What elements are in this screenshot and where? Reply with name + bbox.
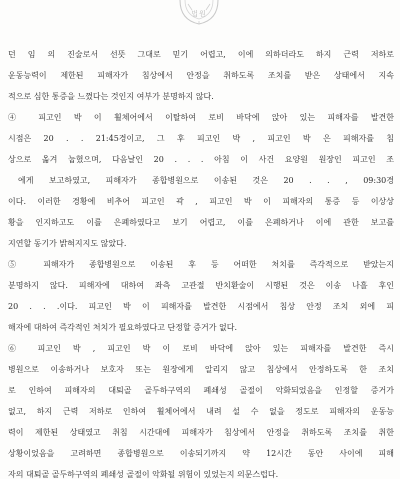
text-line: 시점은 20 . . 21:45경이고, 그 후 피고인 박 , 피고인 박 은 피해자를 침 xyxy=(8,134,394,143)
text-line: 상황이었음을 고려하면 종합병원으로 이송되기까지 약 12시간 동안 사이에 피해 xyxy=(8,449,394,458)
court-seal-watermark xyxy=(176,0,222,26)
text-line: 상으로 옮겨 눕혔으며, 다음날인 20 . . . 아침 이 사건 요양원 원장인 피고인 조 xyxy=(8,155,394,164)
text-line: 병원으로 이송하거나 보호자 또는 원장에게 알리지 않고 침상에서 안정하도록 한 조치 xyxy=(8,365,394,374)
text-line: 적으로 심한 통증을 느꼈다는 것인지 여부가 분명하지 않다. xyxy=(8,92,214,101)
text-line: 해자에 대하여 즉각적인 처치가 필요하였다고 단정할 증거가 없다. xyxy=(8,323,237,332)
text-line: 없고, 하지 근력 저하로 인하여 휠체어에서 내려 설 수 없을 정도로 피해자의 운동능 xyxy=(8,407,394,416)
text-line: 에게 보고하였고, 피해자가 종합병원으로 이송된 것은 20 . . , 09:30경 xyxy=(18,176,394,185)
text-line: 황을 인지하고도 이를 은폐하였다고 보기 어렵고, 이를 은폐하거나 이에 관한 보고를 xyxy=(8,218,394,227)
text-line: ⑥ 피고인 박 , 피고인 박 이 로비 바닥에 앉아 있는 피해자를 발견한 즉시 xyxy=(8,344,394,353)
text-line: 20 . . .이다. 피고인 박 이 피해자를 발견한 시점에서 침상 안정 조치 외에 피 xyxy=(8,302,394,311)
text-line: ④ 피고인 박 이 휠체어에서 이탈하여 로비 바닥에 앉아 있는 피해자를 발견한 xyxy=(8,113,394,122)
text-line: 운동능력이 제한된 피해자가 침상에서 안정을 취하도록 조치를 받은 상태에서 지속 xyxy=(8,71,394,80)
text-line: 지연할 동기가 밝혀지지도 않았다. xyxy=(8,239,127,248)
text-line: 던 임 의 진술로서 선뜻 그대로 믿기 어렵고, 이에 의하더라도 하지 근력 저하로 xyxy=(8,50,394,59)
body-text xyxy=(8,44,394,485)
text-line: 력이 제한된 상태였고 취침 시간대에 피해자가 침상에서 안정을 취하도록 조치를 취한 xyxy=(8,428,394,437)
text-line: ⑤ 피해자가 종합병원으로 이송된 후 등 어떠한 처치를 즉각적으로 받았는지 xyxy=(8,260,394,269)
text-line: 이다. 이러한 경황에 비추어 피고인 곽 , 피고인 박 이 피해자의 통증 등 이상상 xyxy=(8,197,394,206)
text-line: 자의 대퇴골 골두하구역의 폐쇄성 골절이 악화될 위험이 있었는지 의문스럽다. xyxy=(8,470,279,479)
text-line: 로 인하여 피해자의 대퇴골 골두하구역의 폐쇄성 골절이 악화되었음을 인정할 증거가 xyxy=(8,386,394,395)
seal-label: 법원 xyxy=(191,10,207,18)
text-line: 분명하지 않다. 피해자에 대하여 좌측 고관절 반치환술이 시행된 것은 이송 나흘 후인 xyxy=(8,281,394,290)
